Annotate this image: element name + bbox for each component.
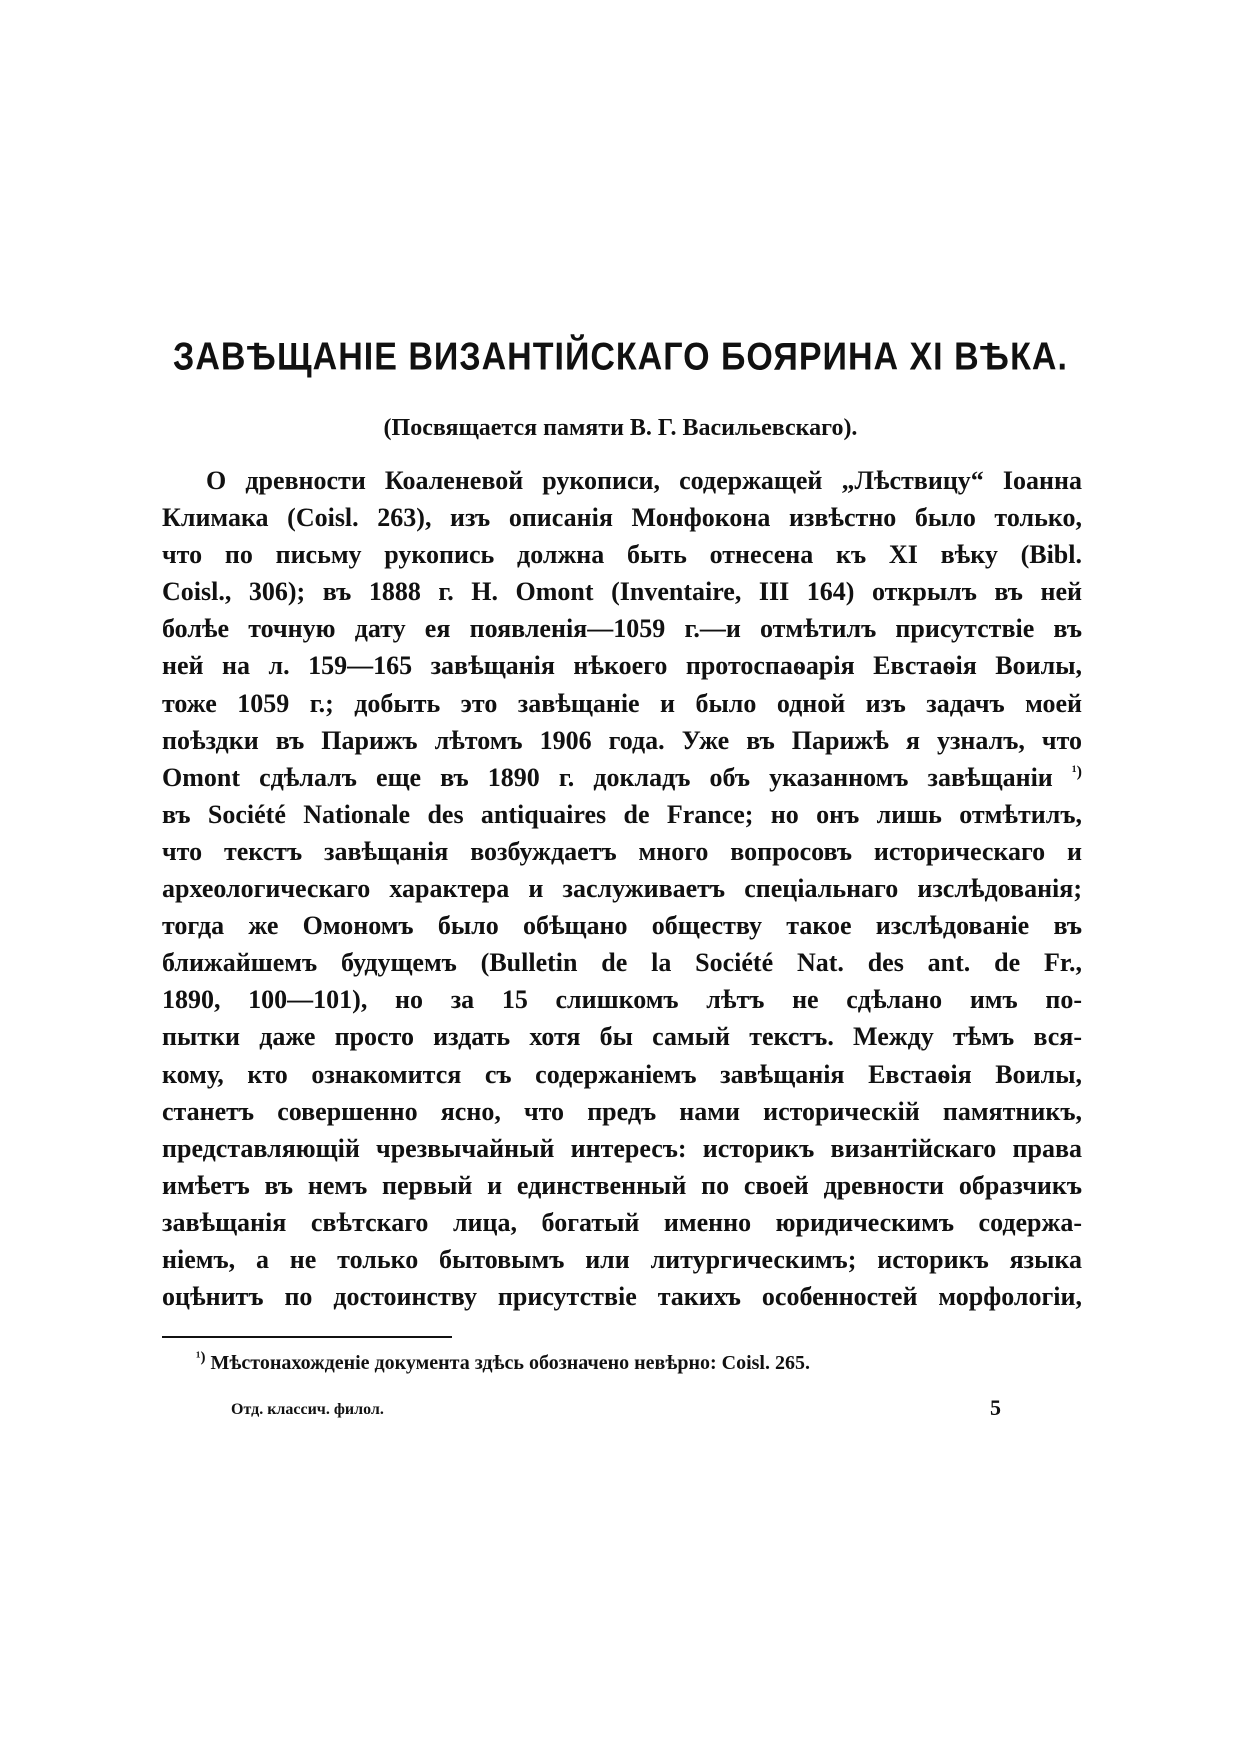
text-line: оцѣнитъ по достоинству присутствіе такихъ особенностей морфологіи, — [162, 1282, 1082, 1312]
dedication: (Посвящается памяти В. Г. Васильевскаго). — [383, 415, 858, 441]
text-line: тогда же Омономъ было обѣщано обществу такое изслѣдованіе въ — [162, 911, 1082, 941]
text-line: что по письму рукопись должна быть отнесена къ XI вѣку (Bibl. — [162, 540, 1082, 570]
text-line-with-footnote — [162, 759, 1082, 796]
text-line: ближайшемъ будущемъ (Bulletin de la Société Nat. des ant. de Fr., — [162, 948, 1082, 978]
text-line: въ Société Nationale des antiquaires de France; но онъ лишь отмѣтилъ, — [162, 799, 1082, 829]
text-line: имѣетъ въ немъ первый и единственный по своей древности образчикъ — [162, 1170, 1082, 1200]
footnote-marker: ¹) — [196, 1349, 206, 1366]
text-line: археологическаго характера и заслуживаетъ спеціальнаго изслѣдованія; — [162, 874, 1082, 904]
text-line: кому, кто ознакомится съ содержаніемъ завѣщанія Евстаѳія Воилы, — [162, 1059, 1082, 1089]
text-line: болѣе точную дату ея появленія—1059 г.—и отмѣтилъ присутствіе въ — [162, 614, 1082, 644]
text-line: завѣщанія свѣтскаго лица, богатый именно юридическимъ содержа- — [162, 1207, 1082, 1237]
text-line: О древности Коаленевой рукописи, содержащей „Лѣствицу“ Іоанна — [206, 466, 1082, 495]
text-line-content: Omont сдѣлалъ еще въ 1890 г. докладъ объ указанномъ завѣщаніи — [162, 762, 1053, 792]
text-line: тоже 1059 г.; добыть это завѣщаніе и было одной изъ задачъ моей — [162, 688, 1082, 718]
text-line: ней на л. 159—165 завѣщанія нѣкоего протоспаѳарія Евстаѳія Воилы, — [162, 651, 1082, 681]
text-line: станетъ совершенно ясно, что предъ нами историческій памятникъ, — [162, 1096, 1082, 1126]
text-line: 1890, 100—101), но за 15 слишкомъ лѣтъ не сдѣлано имъ по- — [162, 985, 1082, 1015]
printer-signature: Отд. классич. филол. — [231, 1401, 384, 1418]
text-line: Климака (Coisl. 263), изъ описанія Монфокона извѣстно было только, — [162, 503, 1082, 533]
footnote-divider — [162, 1336, 452, 1338]
text-line: пытки даже просто издать хотя бы самый текстъ. Между тѣмъ вся- — [162, 1022, 1082, 1052]
page-title: ЗАВѢЩАНІЕ ВИЗАНТІЙСКАГО БОЯРИНА XI ВѢКА. — [173, 335, 1068, 379]
text-line: поѣздки въ Парижъ лѣтомъ 1906 года. Уже въ Парижѣ я узналъ, что — [162, 725, 1082, 755]
footnote-text: Мѣстонахожденіе документа здѣсь обозначено невѣрно: Coisl. 265. — [210, 1352, 810, 1374]
page-number: 5 — [990, 1395, 1001, 1420]
footnote-reference: ¹) — [1071, 763, 1082, 781]
text-line: представляющій чрезвычайный интересъ: историкъ византійскаго права — [162, 1133, 1082, 1163]
body-text — [162, 462, 1082, 1315]
text-line: что текстъ завѣщанія возбуждаетъ много вопросовъ историческаго и — [162, 836, 1082, 866]
footnote — [196, 1348, 1096, 1378]
text-line: ніемъ, а не только бытовымъ или литургическимъ; историкъ языка — [162, 1244, 1082, 1274]
text-line: Coisl., 306); въ 1888 г. Н. Omont (Inventaire, III 164) открылъ въ ней — [162, 577, 1082, 607]
